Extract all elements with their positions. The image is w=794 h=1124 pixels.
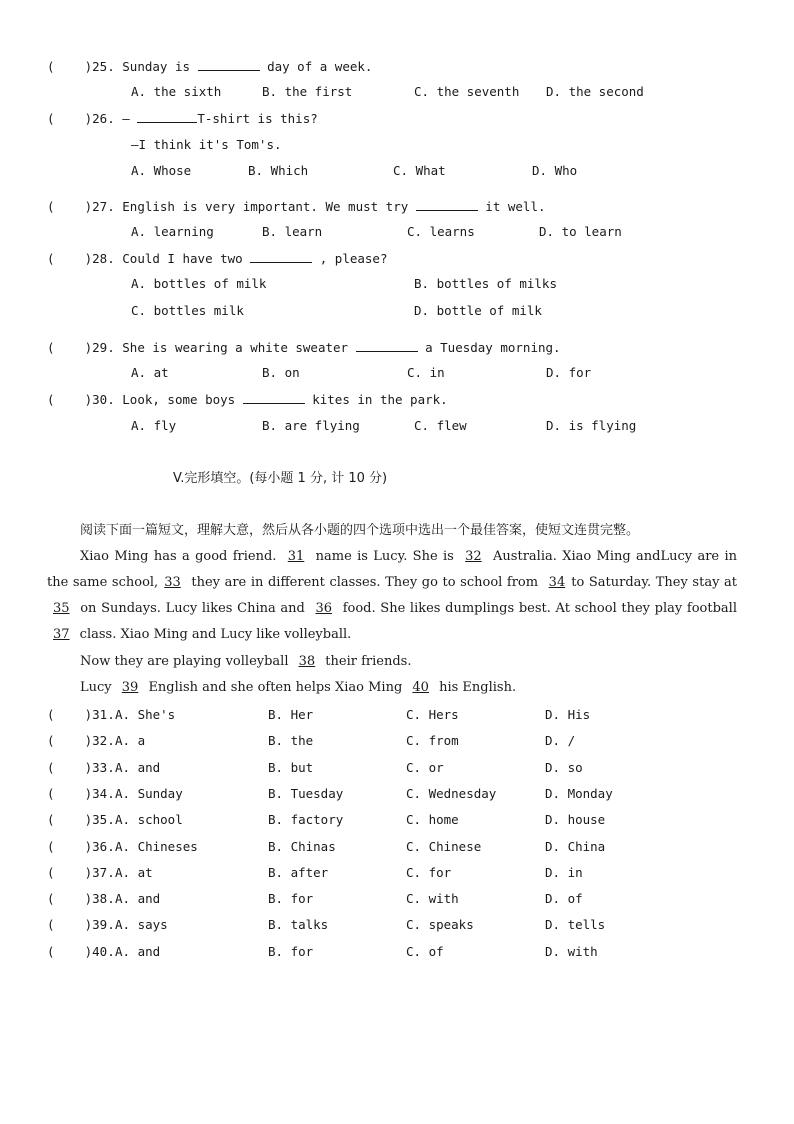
cloze-question-38: ( )38.: [47, 891, 115, 906]
q26-reply: —I think it's Tom's.: [131, 137, 282, 152]
cloze-34-option-c: C. Wednesday: [406, 786, 497, 801]
cloze-35-option-b: B. factory: [268, 812, 344, 827]
q28-option-d: D. bottle of milk: [414, 303, 542, 318]
blank-40: 40: [412, 680, 429, 695]
q30-option-d: D. is flying: [546, 418, 637, 433]
cloze-32-option-c: C. from: [406, 733, 459, 748]
q27-option-b: B. learn: [262, 224, 323, 239]
cloze-question-34: ( )34.: [47, 786, 115, 801]
cloze-38-option-d: D. of: [545, 891, 583, 906]
cloze-31-option-a: A. She's: [115, 707, 176, 722]
q26-option-a: A. Whose: [131, 163, 192, 178]
passage-paragraph-3: Lucy 39 English and she often helps Xiao Ming 40 his English.: [80, 680, 517, 695]
cloze-37-option-d: D. in: [545, 865, 583, 880]
q29-option-b: B. on: [262, 365, 300, 380]
cloze-32-option-a: A. a: [115, 733, 146, 748]
question-26: ( )26. — T-shirt is this?: [47, 111, 318, 126]
section-title: V.完形填空。(每小题 1 分, 计 10 分): [173, 471, 388, 486]
passage-paragraph-2: Now they are playing volleyball 38 their friends.: [80, 654, 412, 669]
cloze-31-option-c: C. Hers: [406, 707, 459, 722]
blank-35: 35: [53, 601, 70, 616]
cloze-38-option-a: A. and: [115, 891, 161, 906]
cloze-39-option-a: A. says: [115, 917, 168, 932]
cloze-33-option-d: D. so: [545, 760, 583, 775]
cloze-36-option-b: B. Chinas: [268, 839, 336, 854]
cloze-question-32: ( )32.: [47, 733, 115, 748]
q25-option-d: D. the second: [546, 84, 644, 99]
blank-34: 34: [548, 575, 566, 590]
cloze-34-option-b: B. Tuesday: [268, 786, 344, 801]
cloze-32-option-b: B. the: [268, 733, 314, 748]
cloze-35-option-c: C. home: [406, 812, 459, 827]
q30-option-c: C. flew: [414, 418, 467, 433]
blank-37: 37: [53, 627, 70, 642]
q26-option-c: C. What: [393, 163, 446, 178]
cloze-question-35: ( )35.: [47, 812, 115, 827]
cloze-36-option-c: C. Chinese: [406, 839, 482, 854]
cloze-question-40: ( )40.: [47, 944, 115, 959]
cloze-39-option-c: C. speaks: [406, 917, 474, 932]
question-28: ( )28. Could I have two , please?: [47, 251, 388, 266]
cloze-38-option-c: C. with: [406, 891, 459, 906]
blank-38: 38: [298, 654, 316, 669]
blank-36: 36: [315, 601, 333, 616]
q27-option-c: C. learns: [407, 224, 475, 239]
question-27: ( )27. English is very important. We must try it well.: [47, 199, 546, 214]
q29-option-a: A. at: [131, 365, 169, 380]
question-25: ( )25. Sunday is day of a week.: [47, 59, 373, 74]
cloze-40-option-a: A. and: [115, 944, 161, 959]
cloze-question-37: ( )37.: [47, 865, 115, 880]
cloze-35-option-a: A. school: [115, 812, 183, 827]
cloze-37-option-b: B. after: [268, 865, 329, 880]
cloze-36-option-a: A. Chineses: [115, 839, 198, 854]
cloze-question-31: ( )31.: [47, 707, 115, 722]
q28-option-a: A. bottles of milk: [131, 276, 267, 291]
cloze-34-option-d: D. Monday: [545, 786, 613, 801]
q29-option-d: D. for: [546, 365, 592, 380]
cloze-40-option-c: C. of: [406, 944, 444, 959]
question-29: ( )29. She is wearing a white sweater a Tuesday morning.: [47, 340, 561, 355]
cloze-37-option-c: C. for: [406, 865, 452, 880]
cloze-38-option-b: B. for: [268, 891, 314, 906]
cloze-34-option-a: A. Sunday: [115, 786, 183, 801]
question-30: ( )30. Look, some boys kites in the park.: [47, 392, 448, 407]
q28-option-c: C. bottles milk: [131, 303, 244, 318]
cloze-31-option-d: D. His: [545, 707, 591, 722]
q25-option-a: A. the sixth: [131, 84, 222, 99]
cloze-33-option-c: C. or: [406, 760, 444, 775]
cloze-39-option-d: D. tells: [545, 917, 606, 932]
passage-paragraph-1: Xiao Ming has a good friend. 31 name is Lucy. She is 32 Australia. Xiao Ming andLucy are in the same school, 33 they are in different classes. They go to school from 34 to Saturday. They stay at 35 on Sundays. Lucy likes China and 36 food. She likes dumplings best. At school they play football 37 class. Xiao Ming and Lucy like volleyball.: [47, 549, 737, 642]
q27-option-a: A. learning: [131, 224, 214, 239]
q29-option-c: C. in: [407, 365, 445, 380]
q27-option-d: D. to learn: [539, 224, 622, 239]
blank-39: 39: [121, 680, 139, 695]
cloze-33-option-a: A. and: [115, 760, 161, 775]
cloze-39-option-b: B. talks: [268, 917, 329, 932]
cloze-37-option-a: A. at: [115, 865, 153, 880]
cloze-40-option-d: D. with: [545, 944, 598, 959]
cloze-question-33: ( )33.: [47, 760, 115, 775]
q30-option-a: A. fly: [131, 418, 177, 433]
cloze-36-option-d: D. China: [545, 839, 606, 854]
q28-option-b: B. bottles of milks: [414, 276, 557, 291]
q26-option-b: B. Which: [248, 163, 309, 178]
cloze-question-36: ( )36.: [47, 839, 115, 854]
blank-33: 33: [164, 575, 181, 590]
q25-option-c: C. the seventh: [414, 84, 520, 99]
blank-31: 31: [287, 549, 305, 564]
blank-32: 32: [465, 549, 482, 564]
cloze-33-option-b: B. but: [268, 760, 314, 775]
cloze-question-39: ( )39.: [47, 917, 115, 932]
cloze-35-option-d: D. house: [545, 812, 606, 827]
q26-option-d: D. Who: [532, 163, 578, 178]
q25-option-b: B. the first: [262, 84, 353, 99]
section-instruction: 阅读下面一篇短文，理解大意，然后从各小题的四个选项中选出一个最佳答案，使短文连贯完整。: [80, 523, 640, 538]
cloze-32-option-d: D. /: [545, 733, 576, 748]
cloze-31-option-b: B. Her: [268, 707, 314, 722]
q30-option-b: B. are flying: [262, 418, 360, 433]
cloze-40-option-b: B. for: [268, 944, 314, 959]
